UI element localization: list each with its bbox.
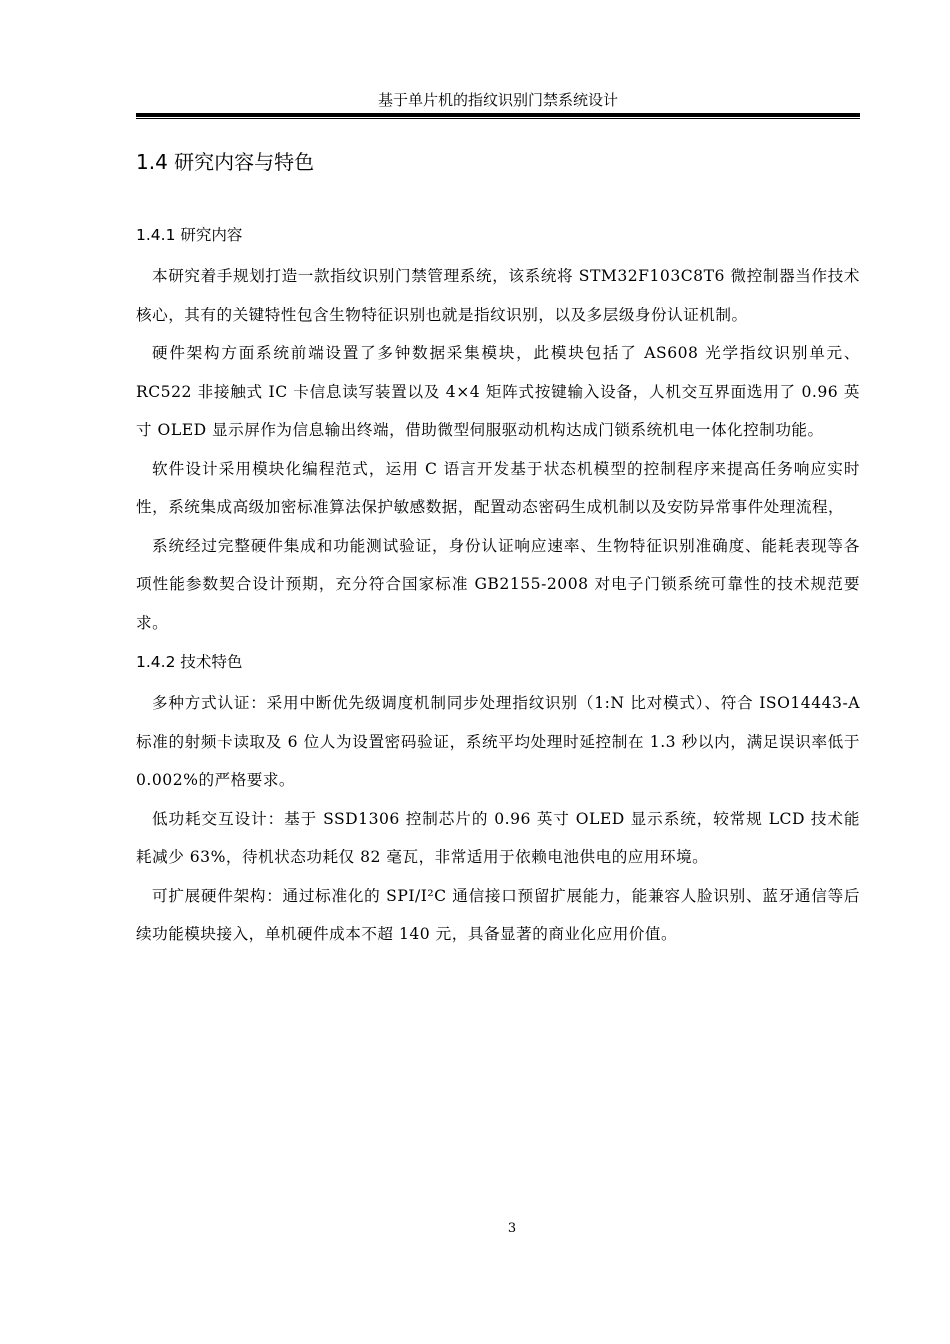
paragraph: 低功耗交互设计：基于 SSD1306 控制芯片的 0.96 英寸 OLED 显示系统，较常规 LCD 技术能耗减少 63%，待机状态功耗仅 82 毫瓦，非常适用于依赖电池供电的应用环境。 — [136, 809, 860, 866]
paragraph: 系统经过完整硬件集成和功能测试验证，身份认证响应速率、生物特征识别准确度、能耗表现等各项性能参数契合设计预期，充分符合国家标准 GB2155-2008 对电子门锁系统可靠性的技术规范要求。 — [136, 536, 860, 632]
header-rule — [136, 113, 860, 117]
section-heading: 1.4 研究内容与特色 — [136, 150, 315, 174]
subsection-heading-technical-features: 1.4.2 技术特色 — [136, 653, 243, 671]
paragraph: 软件设计采用模块化编程范式，运用 C 语言开发基于状态机模型的控制程序来提高任务响应实时性，系统集成高级加密标准算法保护敏感数据，配置动态密码生成机制以及安防异常事件处理流程， — [136, 459, 860, 516]
paragraph: 可扩展硬件架构：通过标准化的 SPI/I²C 通信接口预留扩展能力，能兼容人脸识别、蓝牙通信等后续功能模块接入，单机硬件成本不超 140 元，具备显著的商业化应用价值。 — [136, 886, 860, 943]
paragraph: 多种方式认证：采用中断优先级调度机制同步处理指纹识别（1:N 比对模式）、符合 ISO14443-A 标准的射频卡读取及 6 位人为设置密码验证，系统平均处理时延控制在 1.3 秒以内，满足误识率低于 0.002%的严格要求。 — [136, 694, 860, 789]
paragraph: 本研究着手规划打造一款指纹识别门禁管理系统，该系统将 STM32F103C8T6 微控制器当作技术核心，其有的关键特性包含生物特征识别也就是指纹识别，以及多层级身份认证机制。 — [136, 267, 860, 324]
running-header: 基于单片机的指纹识别门禁系统设计 — [377, 91, 618, 109]
page-body — [136, 145, 860, 954]
paragraph: 硬件架构方面系统前端设置了多钟数据采集模块，此模块包括了 AS608 光学指纹识别单元、RC522 非接触式 IC 卡信息读写装置以及 4×4 矩阵式按键输入设备，人机交互界面选用了 0.96 英寸 OLED 显示屏作为信息输出终端，借助微型伺服驱动机构达成门锁系统机电一体化控制功能。 — [136, 344, 860, 439]
subsection-heading-research-content: 1.4.1 研究内容 — [136, 226, 243, 244]
page-number: 3 — [507, 1221, 517, 1236]
